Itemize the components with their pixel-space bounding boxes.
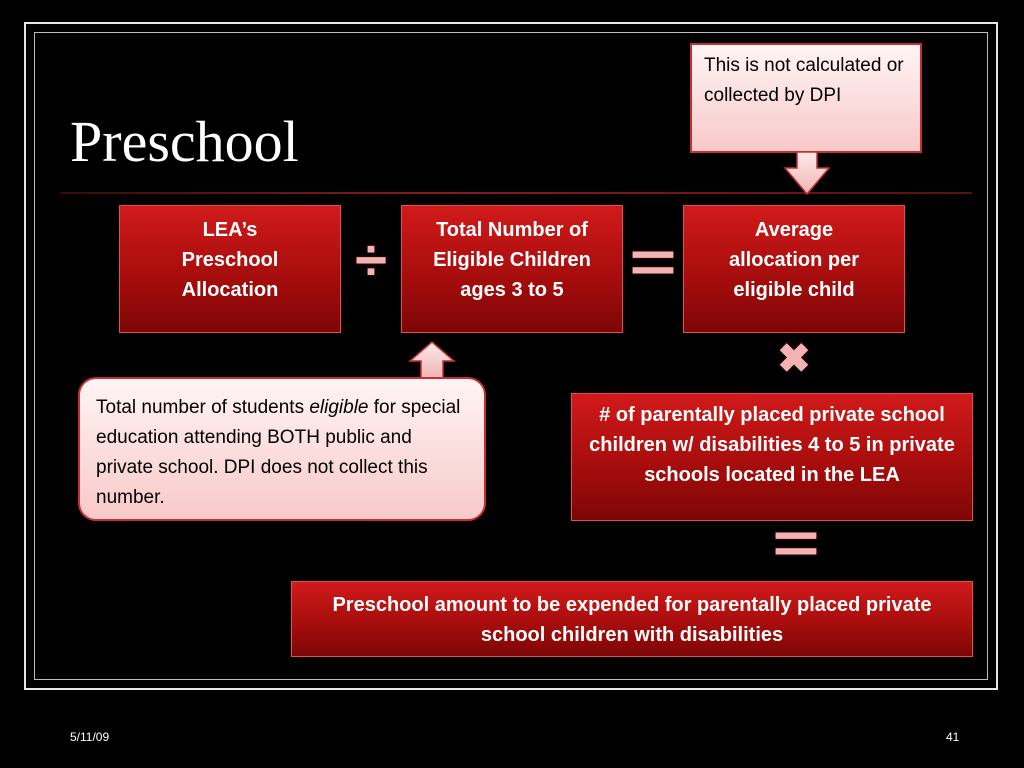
- total-eligible-label: Total Number of Eligible Children ages 3 to 5: [433, 219, 591, 301]
- eligible-callout-text-before: Total number of students: [96, 397, 310, 418]
- slide-title: Preschool: [70, 109, 299, 174]
- parentally-placed-label: # of parentally placed private school children w/ disabilities 4 to 5 in private schools located in the LEA: [589, 404, 955, 486]
- multiply-icon: ✖: [777, 337, 811, 381]
- parentally-placed-box: [571, 393, 973, 521]
- eligible-callout-emphasis: eligible: [309, 397, 369, 418]
- total-eligible-box: [401, 205, 623, 333]
- equals-icon-2: =: [772, 511, 820, 576]
- note-callout-text: This is not calculated or collected by DPI: [704, 55, 904, 106]
- lea-allocation-label: LEA’s Preschool Allocation: [181, 219, 279, 301]
- up-arrow-icon: [408, 341, 456, 379]
- title-divider: [60, 192, 972, 194]
- lea-allocation-box: [119, 205, 341, 333]
- preschool-amount-label: Preschool amount to be expended for parentally placed private school children with disabilities: [332, 594, 932, 646]
- page-number: 41: [946, 730, 960, 744]
- down-arrow-icon: [783, 152, 831, 196]
- preschool-amount-box: [291, 581, 973, 657]
- equals-icon: =: [629, 230, 677, 295]
- note-callout: [690, 43, 922, 153]
- eligible-students-callout: [78, 377, 486, 521]
- divide-icon: ÷: [355, 228, 387, 293]
- average-allocation-label: Average allocation per eligible child: [728, 219, 860, 301]
- footer-date: 5/11/09: [70, 730, 110, 744]
- average-allocation-box: [683, 205, 905, 333]
- eligible-callout-text-after: for special education attending BOTH public and private school. DPI does not collect this number.: [96, 397, 461, 508]
